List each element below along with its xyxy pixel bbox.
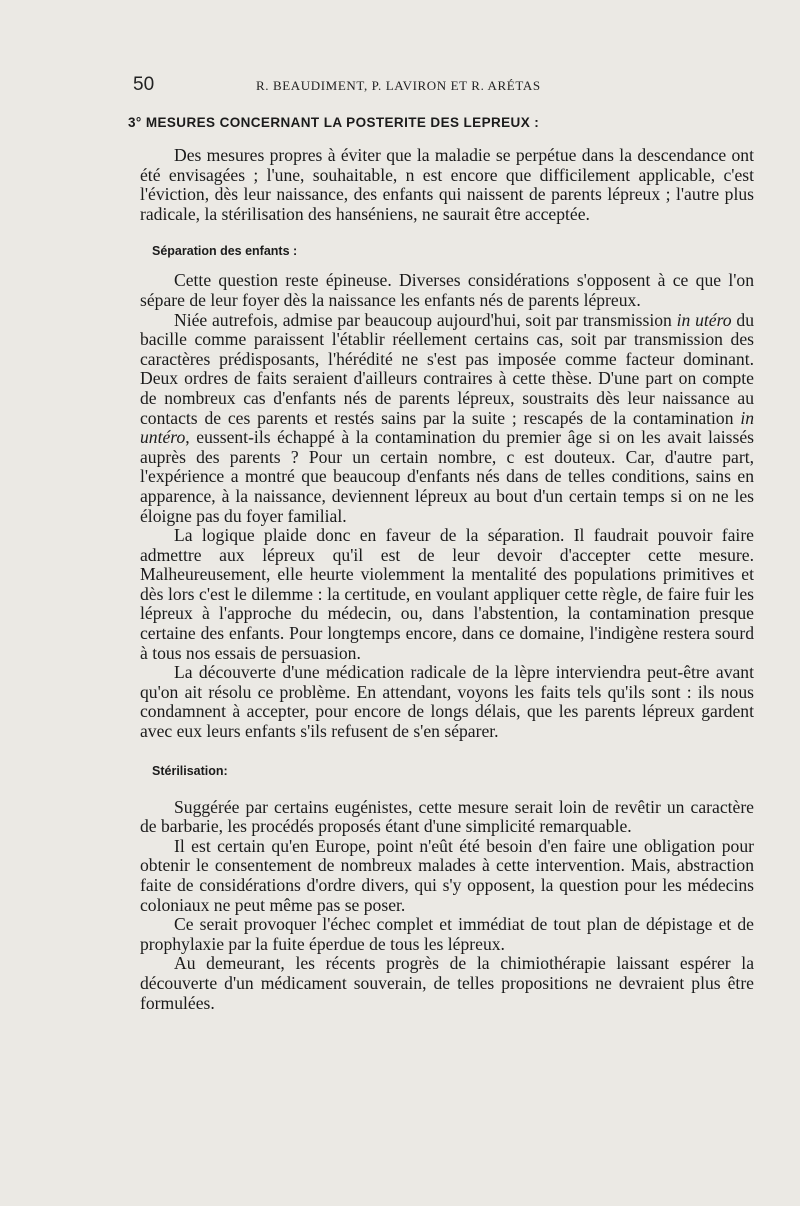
subheading-separation: Séparation des enfants : <box>152 244 298 259</box>
sterilisation-paragraph-4: Au demeurant, les récents progrès de la chimiothérapie laissant espérer la découverte d'un médicament souverain, de telles propositions ne devraient plus être formulées. <box>140 953 754 1013</box>
sterilisation-paragraph-2: Il est certain qu'en Europe, point n'eût été besoin d'en faire une obligation pour obtenir le consentement de nombreux malades à cette intervention. Mais, abstraction faite de considérations d'ordre divers, qui s'y opposent, la question pour les médecins coloniaux ne peut même pas se poser. <box>140 835 754 915</box>
separation-paragraph-1: Cette question reste épineuse. Diverses considérations s'opposent à ce que l'on sépare de leur foyer dès la naissance les enfants nés de parents lépreux. <box>140 270 754 310</box>
intro-paragraph: Des mesures propres à éviter que la maladie se perpétue dans la descendance ont été envisagées ; l'une, souhaitable, n est encore que difficilement applicable, c'est l'éviction, dès leur naissance, des enfants qui naissent de parents lépreux ; l'autre plus radicale, la stérilisation des hanséniens, ne saurait être acceptée. <box>140 145 754 224</box>
page-number: 50 <box>133 74 155 95</box>
sterilisation-paragraph-3: Ce serait provoquer l'échec complet et immédiat de tout plan de dépistage et de prophylaxie par la fuite éperdue de tous les lépreux. <box>140 914 754 954</box>
p2-text-c: , eussent-ils échappé à la contamination du premier âge si on les avait laissés auprès des parents ? Pour un certain nombre, c est douteux. Car, d'autre part, l'expérience a montré que beaucoup d'enfants nés dans de telles conditions, sains en apparence, à la naissance, deviennent lépreux au bout d'un certain temps si on ne les éloigne pas du foyer familial. <box>140 427 754 526</box>
running-head: R. BEAUDIMENT, P. LAVIRON ET R. ARÉTAS <box>256 78 541 93</box>
page-header <box>133 74 633 98</box>
separation-paragraph-3: La logique plaide donc en faveur de la séparation. Il faudrait pouvoir faire admettre aux lépreux qu'il est de leur devoir d'accepter cette mesure. Malheureusement, elle heurte violemment la mentalité des populations primitives et dès lors c'est le dilemme : la certitude, en voulant appliquer cette règle, de faire fuir les lépreux à l'approche du médecin, ou, dans l'abstention, la contamination presque certaine des enfants. Pour longtemps encore, dans ce domaine, l'indigène restera sourd à tous nos essais de persuasion. <box>140 525 754 663</box>
separation-paragraph-2 <box>140 311 754 527</box>
section-heading: 3° MESURES CONCERNANT LA POSTERITE DES LEPREUX : <box>128 115 540 130</box>
separation-paragraph-4: La découverte d'une médication radicale de la lèpre interviendra peut-être avant qu'on ait résolu ce problème. En attendant, voyons les faits tels qu'ils sont : ils nous condamnent à accepter, pour encore de longs délais, que les parents lépreux gardent avec eux leurs enfants s'ils refusent de s'en séparer. <box>140 662 754 742</box>
page-body <box>128 115 754 1013</box>
p2-italic-in-untero: in untéro <box>140 407 754 448</box>
p2-italic-in-utero: in utéro <box>676 309 732 330</box>
subheading-sterilisation: Stérilisation: <box>152 763 228 778</box>
sterilisation-paragraph-1: Suggérée par certains eugénistes, cette mesure serait loin de revêtir un caractère de barbarie, les procédés proposés étant d'une simplicité remarquable. <box>140 796 754 837</box>
p2-text-a: Niée autrefois, admise par beaucoup aujourd'hui, soit par transmission <box>174 309 677 330</box>
p2-text-b: du bacille comme paraissent l'établir réellement certains cas, soit par transmission des caractères prédisposants, l'hérédité ne s'est pas imposée comme facteur dominant. Deux ordres de faits seraient d'ailleurs contraires à cette thèse. D'une part on compte de nombreux cas d'enfants nés de parents lépreux, soustraits dès leur naissance au contacts de ces parents et restés sains par la suite ; rescapés de la contamination <box>140 309 754 428</box>
